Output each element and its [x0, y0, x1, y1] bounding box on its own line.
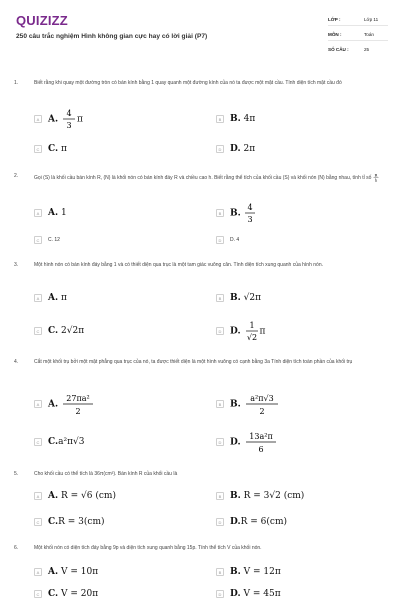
option-a[interactable] — [34, 109, 83, 130]
option-d[interactable] — [216, 588, 281, 600]
meta-label: SỐ CÂU : — [328, 47, 349, 52]
svg-text:R: R — [374, 173, 378, 178]
option-letter-badge: A — [34, 115, 42, 123]
svg-text:3: 3 — [247, 215, 253, 224]
option-b[interactable] — [216, 113, 255, 125]
option-c[interactable] — [34, 516, 105, 528]
option-letter-badge: D — [216, 518, 224, 526]
option-text: B. 4 3 — [230, 201, 256, 225]
meta-count — [328, 47, 388, 52]
option-text: A. V = 10π — [48, 567, 99, 577]
svg-text:6: 6 — [257, 445, 264, 454]
question-number: 4. — [14, 359, 19, 365]
fraction — [61, 107, 77, 131]
option-b[interactable] — [216, 566, 281, 578]
option-letter-badge: A — [34, 209, 42, 217]
option-letter-badge: A — [34, 294, 42, 302]
divider — [328, 25, 388, 26]
question-number: 3. — [14, 262, 19, 268]
fraction — [244, 429, 278, 455]
option-text: D. 4 — [230, 237, 240, 243]
page-header — [0, 0, 400, 66]
option-letter-badge: B — [216, 115, 224, 123]
option-a[interactable] — [34, 207, 67, 219]
question-text: Cắt một khối trụ bởi một mặt phẳng qua trục của nó, ta được thiết diện là một hình vuông có cạnh bằng 3a Tính diện tích toàn phần của khối trụ — [34, 359, 353, 365]
option-text: C. 12 — [48, 237, 60, 243]
option-text: B. 4π — [230, 114, 256, 124]
option-text: A. 4 3 π — [48, 109, 83, 130]
question-text: Một hình nón có bán kính đáy bằng 1 và có thiết diện qua trục là một tam giác vuông cân. Tính diện tích xung quanh của hình nón. — [34, 262, 323, 268]
option-letter-badge: C — [34, 438, 42, 446]
option-letter-badge: B — [216, 209, 224, 217]
option-a[interactable] — [34, 566, 98, 578]
meta-label: LỚP : — [328, 17, 341, 22]
svg-text:a²π√3: a²π√3 — [249, 394, 274, 403]
question-text: Biết rằng khi quay một đường tròn có bán kính bằng 1 quay quanh một đường kính của nó ta được một mặt cầu. Tính diện tích mặt cầu đó — [34, 80, 342, 86]
option-letter-badge: B — [216, 568, 224, 576]
option-letter-badge: A — [34, 568, 42, 576]
option-text: B. √2π — [230, 293, 262, 303]
divider — [328, 40, 388, 41]
svg-text:h: h — [374, 178, 377, 182]
option-letter-badge: A — [34, 492, 42, 500]
fraction — [244, 201, 256, 225]
svg-text:4: 4 — [247, 203, 253, 212]
option-b[interactable] — [216, 490, 304, 502]
option-a[interactable] — [34, 292, 67, 304]
svg-text:4: 4 — [66, 109, 72, 118]
option-letter-badge: D — [216, 590, 224, 598]
quizizz-logo: QUIZIZZ — [16, 13, 68, 28]
page-title: 250 câu trắc nghiệm Hình không gian cực hay có lời giải (P7) — [16, 33, 208, 40]
option-text: A. R = √6 (cm) — [48, 491, 116, 501]
option-letter-badge: C — [34, 590, 42, 598]
option-text: D. 13a²π 6 — [230, 429, 278, 455]
option-text: B. a²π√3 2 — [230, 391, 280, 417]
option-text: C.a²π√3 — [48, 437, 85, 447]
option-letter-badge: D — [216, 438, 224, 446]
option-d[interactable] — [216, 516, 287, 528]
option-text: B. R = 3√2 (cm) — [230, 491, 305, 501]
option-letter-badge: A — [34, 400, 42, 408]
option-text: D. V = 45π — [230, 589, 281, 599]
option-d[interactable] — [216, 143, 255, 155]
option-text: D. 1 √2 π — [230, 321, 266, 342]
ratio-fraction — [373, 173, 379, 182]
option-text: A. 1 — [48, 208, 67, 218]
fraction — [244, 319, 260, 343]
svg-text:3: 3 — [66, 121, 72, 130]
option-letter-badge: C — [34, 518, 42, 526]
option-text: B. V = 12π — [230, 567, 281, 577]
option-letter-badge: C — [34, 145, 42, 153]
meta-value: Lớp 11 — [364, 17, 379, 22]
option-d[interactable] — [216, 234, 239, 246]
option-b[interactable] — [216, 394, 280, 416]
fraction — [244, 391, 280, 417]
option-text: C. π — [48, 144, 67, 154]
option-c[interactable] — [34, 436, 85, 448]
option-text: D.R = 6(cm) — [230, 517, 287, 527]
question-text: Gọi (S) là khối cầu bán kính R, (N) là khối nón có bán kính đáy R và chiều cao h. Biết rằng thể tích của khối cầu (S) và khối nón (N) bằng nhau, tính tỉ số R h — [34, 173, 378, 182]
option-text: C. 2√2π — [48, 326, 85, 336]
option-a[interactable] — [34, 394, 95, 416]
option-c[interactable] — [34, 588, 98, 600]
option-letter-badge: B — [216, 492, 224, 500]
option-a[interactable] — [34, 490, 116, 502]
option-c[interactable] — [34, 143, 67, 155]
question-number: 6. — [14, 545, 19, 551]
option-letter-badge: C — [34, 236, 42, 244]
option-b[interactable] — [216, 203, 256, 224]
meta-label: MÔN : — [328, 32, 342, 37]
svg-text:1: 1 — [248, 321, 255, 330]
fraction — [61, 391, 95, 417]
option-letter-badge: B — [216, 400, 224, 408]
option-c[interactable] — [34, 325, 84, 337]
svg-text:√2: √2 — [246, 333, 257, 342]
question-text: Một khối nón có diện tích đáy bằng 9p và diện tích xung quanh bằng 15p. Tính thể tích V của khối nón. — [34, 545, 262, 551]
meta-value: Toán — [364, 32, 374, 37]
option-letter-badge: D — [216, 145, 224, 153]
option-text: A. π — [48, 293, 67, 303]
question-number: 5. — [14, 471, 19, 477]
svg-text:27πa²: 27πa² — [66, 394, 90, 403]
question-text: Cho khối cầu có thể tích là 36π(cm³). Bán kính R của khối cầu là — [34, 471, 178, 477]
question-number: 1. — [14, 80, 19, 86]
option-b[interactable] — [216, 292, 261, 304]
svg-text:2: 2 — [259, 407, 265, 416]
meta-subject — [328, 32, 388, 37]
option-text: C.R = 3(cm) — [48, 517, 105, 527]
svg-text:2: 2 — [75, 407, 81, 416]
option-letter-badge: C — [34, 327, 42, 335]
option-d[interactable] — [216, 432, 278, 454]
option-letter-badge: D — [216, 236, 224, 244]
svg-text:13a²π: 13a²π — [248, 432, 273, 441]
option-c[interactable] — [34, 234, 60, 246]
meta-grade — [328, 17, 388, 22]
option-text: D. 2π — [230, 144, 256, 154]
meta-value: 25 — [364, 47, 370, 52]
option-letter-badge: B — [216, 294, 224, 302]
option-d[interactable] — [216, 321, 266, 342]
option-text: A. 27πa² 2 — [48, 391, 95, 417]
question-number: 2. — [14, 173, 19, 179]
option-letter-badge: D — [216, 327, 224, 335]
option-text: C. V = 20π — [48, 589, 99, 599]
